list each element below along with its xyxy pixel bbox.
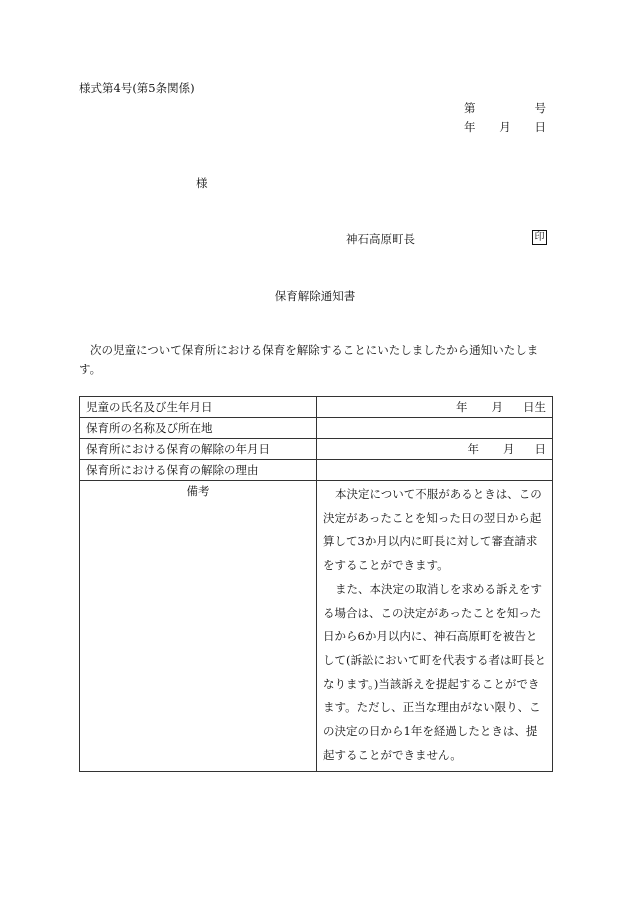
issue-date: [464, 119, 546, 135]
remarks-paragraph: 本決定について不服があるときは、この決定があったことを知った日の翌日から起算して3か月以内に町長に対して審査請求をすることができます。: [323, 487, 542, 573]
remarks-paragraph: また、本決定の取消しを求める訴えをする場合は、この決定があったことを知った日から6か月以内に、神石高原町を被告として(訴訟において町を代表する者は町長となります。)当該訴えを提起することができます。ただし、正当な理由がない限り、この決定の日から1年を経過したときは、提起することができません。: [323, 581, 546, 762]
table-row: [80, 460, 553, 481]
issuer-name: 神石高原町長: [346, 232, 415, 246]
birth-month: 月: [491, 400, 503, 414]
cancel-month: 月: [503, 442, 515, 456]
date-day: 日: [534, 120, 546, 134]
cancel-year: 年: [467, 442, 479, 456]
row-label: 保育所における保育の解除の理由: [80, 460, 317, 481]
remarks-text: [317, 481, 553, 772]
details-table: [79, 396, 553, 772]
seal-mark: 印: [532, 230, 547, 245]
reason-cell: [317, 460, 553, 481]
date-year: 年: [464, 120, 476, 134]
date-month: 月: [499, 120, 511, 134]
birth-year: 年: [456, 400, 468, 414]
document-number: [464, 100, 546, 116]
recipient-honorific: 様: [196, 176, 208, 190]
remarks-row: [80, 481, 553, 772]
form-number: 様式第4号(第5条関係): [79, 81, 195, 95]
number-suffix: 号: [534, 101, 546, 115]
table-row: [80, 397, 553, 418]
cancel-date-cell: [317, 439, 553, 460]
document-title: 保育解除通知書: [274, 289, 356, 303]
row-label: 保育所の名称及び所在地: [80, 418, 317, 439]
row-label: 保育所における保育の解除の年月日: [80, 439, 317, 460]
notice-body: 次の児童について保育所における保育を解除することにいたしましたから通知いたします。: [79, 343, 539, 376]
number-prefix: 第: [464, 101, 476, 115]
table-row: [80, 418, 553, 439]
facility-cell: [317, 418, 553, 439]
birth-date-cell: [317, 397, 553, 418]
table-row: [80, 439, 553, 460]
birth-day: 日生: [523, 400, 546, 414]
cancel-day: 日: [534, 442, 546, 456]
row-label: 児童の氏名及び生年月日: [80, 397, 317, 418]
remarks-label: 備考: [80, 481, 317, 772]
